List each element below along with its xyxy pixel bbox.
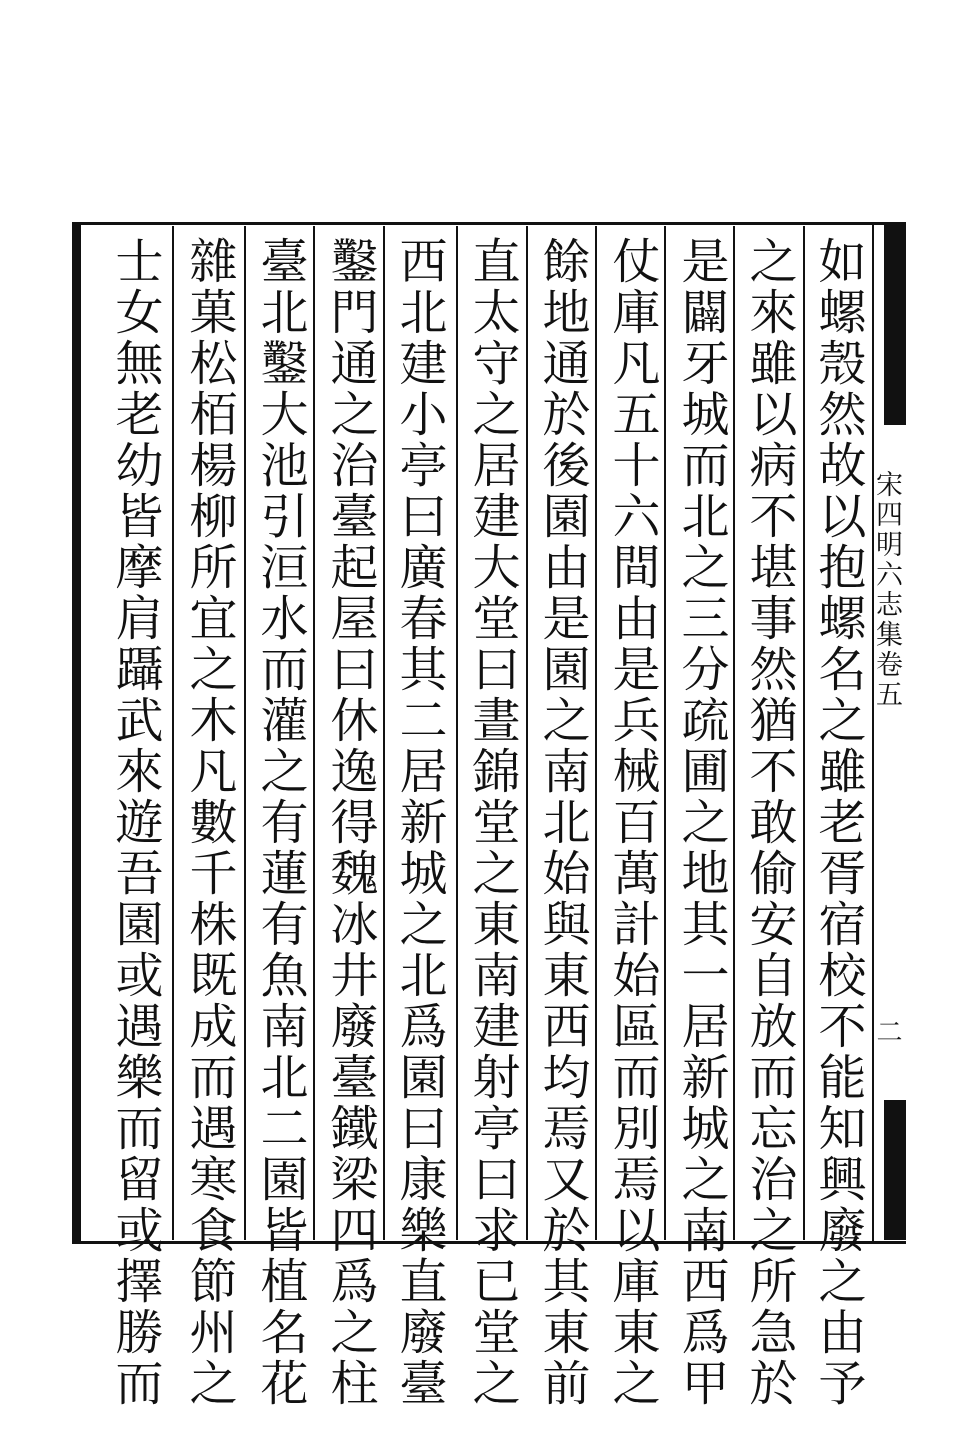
page-number: 二 bbox=[872, 1018, 902, 1044]
column-rule bbox=[526, 226, 528, 1240]
text-column-9: 臺北鑿大池引洹水而灌之有蓮有魚南北二園皆植名花 bbox=[252, 236, 308, 1409]
page-edge-title: 宋四明六志集卷五 bbox=[871, 470, 902, 710]
column-rule bbox=[664, 226, 666, 1240]
text-column-1: 如螺殼然故以抱螺名之雖老胥宿校不能知興廢之由予 bbox=[810, 236, 866, 1409]
column-rule bbox=[313, 226, 315, 1240]
column-rule bbox=[803, 226, 805, 1240]
edge-fish-tail-bottom bbox=[884, 1100, 906, 1240]
text-column-2: 之來雖以病不堪事然猶不敢偷安自放而忘治之所急於 bbox=[741, 236, 797, 1409]
text-column-10: 雜菓松栢楊柳所宜之木凡數千株既成而遇寒食節州之 bbox=[181, 236, 237, 1409]
column-rule bbox=[244, 226, 246, 1240]
text-column-6: 直太守之居建大堂曰晝錦堂之東南建射亭曰求已堂之 bbox=[464, 236, 520, 1409]
text-column-3: 是闢牙城而北之三分疏圃之地其一居新城之南西爲甲 bbox=[673, 236, 729, 1409]
column-rule bbox=[733, 226, 735, 1240]
column-rule bbox=[456, 226, 458, 1240]
column-rule bbox=[383, 226, 385, 1240]
text-column-5: 餘地通於後園由是園之南北始與東西均焉又於其東前 bbox=[534, 236, 590, 1409]
column-rule bbox=[172, 226, 174, 1240]
edge-fish-tail-top bbox=[884, 225, 906, 425]
column-rule bbox=[595, 226, 597, 1240]
text-column-11: 士女無老幼皆摩肩躡武來遊吾園或遇樂而留或擇勝而 bbox=[107, 236, 163, 1409]
text-column-8: 鑿門通之治臺起屋曰休逸得魏冰井廢臺鐵梁四爲之柱 bbox=[322, 236, 378, 1409]
text-column-4: 仗庫凡五十六間由是兵械百萬計始區而別焉以庫東之 bbox=[604, 236, 660, 1409]
text-column-7: 西北建小亭曰廣春其二居新城之北爲園曰康樂直廢臺 bbox=[391, 236, 447, 1409]
